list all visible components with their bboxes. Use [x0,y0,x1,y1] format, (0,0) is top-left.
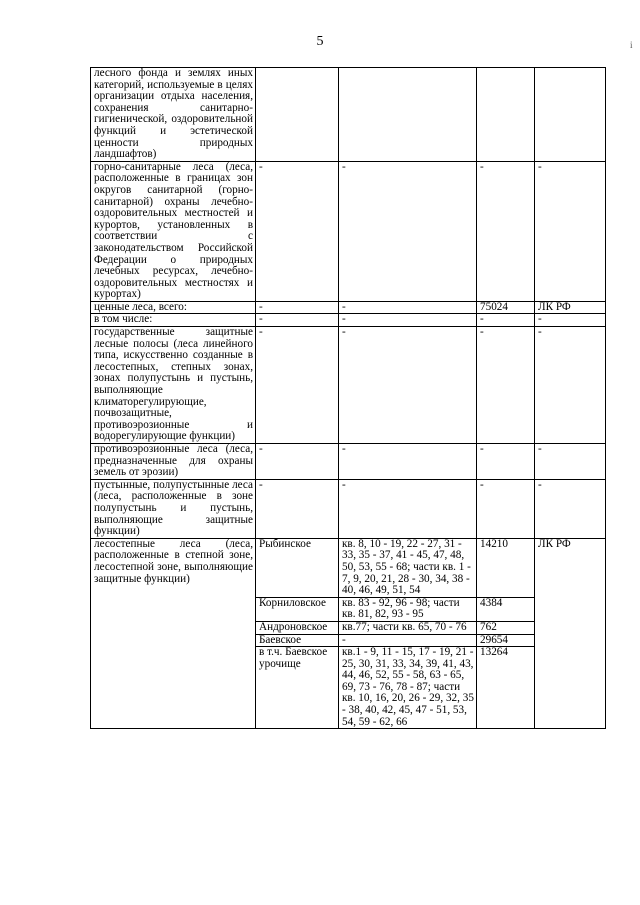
table-row [91,68,606,162]
forestry-cell: Андроновское [256,621,339,634]
quarters-cell: - [339,327,477,444]
area-cell: - [477,327,535,444]
forestry-cell: - [256,444,339,480]
edge-mark: i [630,40,633,50]
area-cell: 14210 [477,538,535,597]
quarters-cell: кв.77; части кв. 65, 70 - 76 [339,621,477,634]
quarters-cell: - [339,314,477,327]
forest-category-table [90,67,606,729]
quarters-cell: кв.1 - 9, 11 - 15, 17 - 19, 21 - 25, 30, 31, 33, 34, 39, 41, 43, 44, 46, 52, 55 - 58, 63 - 65, 69, 73 - 76, 78 - 87; части кв. 10, 16, 20, 26 - 29, 32, 35 - 38, 40, 42, 45, 47 - 51, 53, 54, 59 - 62, 66 [339,647,477,729]
quarters-cell: - [339,479,477,538]
legal-basis-cell: - [535,444,606,480]
forestry-cell: Корниловское [256,597,339,621]
category-cell: в том числе: [91,314,256,327]
table-row [91,161,606,301]
forestry-cell: - [256,479,339,538]
forestry-cell: в т.ч. Баевское урочище [256,647,339,729]
category-cell: государственные защитные лесные полосы (леса линейного типа, искусственно созданные в лесостепных, степных зонах, зонах полупустынь и пустынь, выполняющие климаторегулирующие, почвозащитные, противоэрозионные и водорегулирующие функции) [91,327,256,444]
quarters-cell: - [339,634,477,647]
forestry-cell: Баевское [256,634,339,647]
category-cell: лесного фонда и землях иных категорий, используемые в целях организации отдыха населения, сохранения санитарно-гигиенической, оздоровительной функций и эстетической ценности природных ландшафтов) [91,68,256,162]
forestry-cell [256,68,339,162]
area-cell: - [477,314,535,327]
area-cell: - [477,479,535,538]
table-row [91,327,606,444]
area-cell: 13264 [477,647,535,729]
forestry-cell: - [256,301,339,314]
forestry-cell: - [256,314,339,327]
area-cell: 762 [477,621,535,634]
area-cell: - [477,444,535,480]
forestry-cell: Рыбинское [256,538,339,597]
legal-basis-cell: - [535,161,606,301]
area-cell: 4384 [477,597,535,621]
legal-basis-cell: - [535,327,606,444]
quarters-cell [339,68,477,162]
area-cell: 75024 [477,301,535,314]
table-row [91,301,606,314]
area-cell [477,68,535,162]
legal-basis-cell [535,68,606,162]
legal-basis-cell: ЛК РФ [535,301,606,314]
area-cell: 29654 [477,634,535,647]
table-row [91,479,606,538]
area-cell: - [477,161,535,301]
category-cell: лесостепные леса (леса, расположенные в степной зоне, лесостепной зоне, выполняющие защитные функции) [91,538,256,729]
page-number: 5 [316,34,324,49]
forestry-cell: - [256,161,339,301]
category-cell: ценные леса, всего: [91,301,256,314]
quarters-cell: - [339,301,477,314]
quarters-cell: кв. 8, 10 - 19, 22 - 27, 31 - 33, 35 - 37, 41 - 45, 47, 48, 50, 53, 55 - 68; части кв. 1 - 7, 9, 20, 21, 28 - 30, 34, 38 - 40, 46, 49, 51, 54 [339,538,477,597]
category-cell: горно-санитарные леса (леса, расположенные в границах зон округов санитарной (горно-санитарной) охраны лечебно-оздоровительных местностей и курортов, установленных в соответствии с законодательством Российской Федерации о природных лечебных ресурсах, лечебно-оздоровительных местностях и курортах) [91,161,256,301]
legal-basis-cell: - [535,314,606,327]
quarters-cell: - [339,161,477,301]
table-row [91,444,606,480]
legal-basis-cell: ЛК РФ [535,538,606,729]
category-cell: пустынные, полупустынные леса (леса, расположенные в зоне полупустынь и пустынь, выполняющие защитные функции) [91,479,256,538]
quarters-cell: - [339,444,477,480]
legal-basis-cell: - [535,479,606,538]
category-cell: противоэрозионные леса (леса, предназначенные для охраны земель от эрозии) [91,444,256,480]
quarters-cell: кв. 83 - 92, 96 - 98; части кв. 81, 82, 93 - 95 [339,597,477,621]
forestry-cell: - [256,327,339,444]
table-row [91,314,606,327]
table-row [91,538,606,597]
